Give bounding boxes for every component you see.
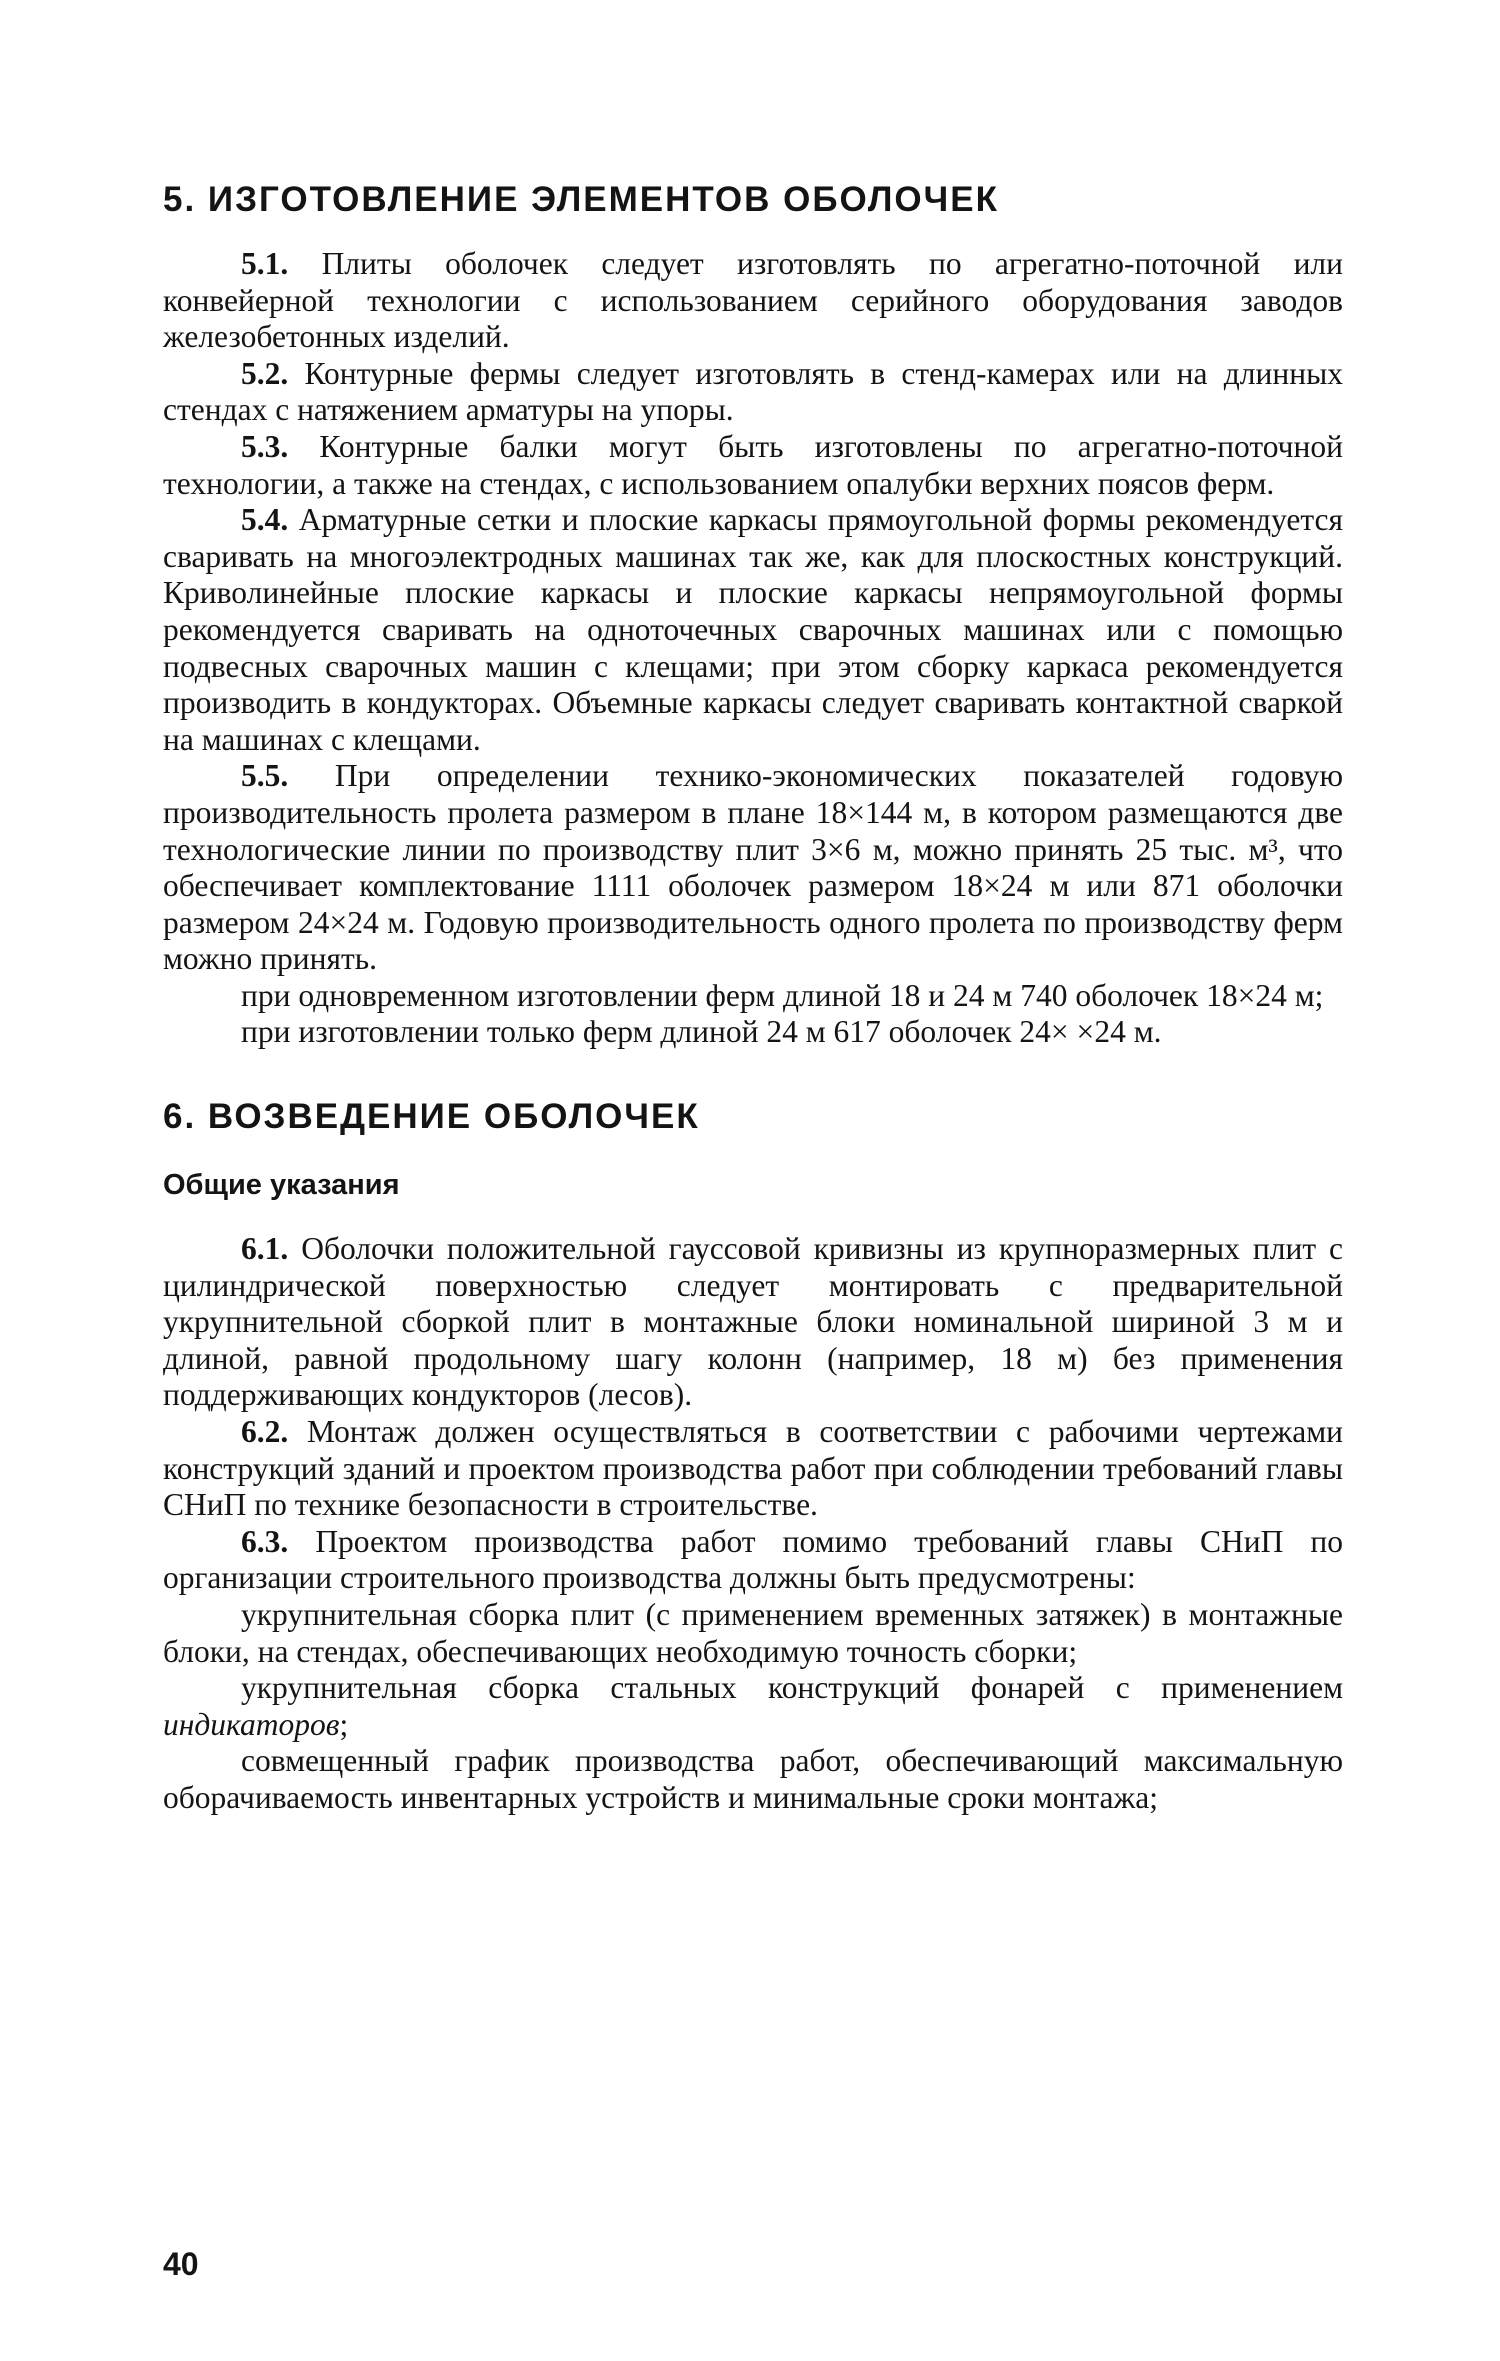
list-item: при одновременном изготовлении ферм длиной 18 и 24 м 740 оболочек 18×24 м;	[241, 977, 1324, 1013]
paragraph-number: 5.2.	[241, 355, 289, 391]
paragraph-number: 5.3.	[241, 428, 289, 464]
paragraph-text: Монтаж должен осуществляться в соответствии с рабочими чертежами конструкций зданий и проектом производства работ при соблюдении требований главы СНиП по технике безопасности в строительстве.	[163, 1414, 1344, 1523]
paragraph-text: Оболочки положительной гауссовой кривизны из крупноразмерных плит с цилиндрической поверхностью следует монтировать с предварительной укрупнительной сборкой плит в монтажные блоки номинальной шириной 3 м и длиной, равной продольному шагу колонн (например, 18 м) без применения поддерживающих кондукторов (лесов).	[163, 1231, 1344, 1413]
paragraph-text: Проектом производства работ помимо требований главы СНиП по организации строительного производства должны быть предусмотрены:	[163, 1523, 1344, 1596]
section-5-title: 5. ИЗГОТОВЛЕНИЕ ЭЛЕМЕНТОВ ОБОЛОЧЕК	[163, 180, 999, 219]
paragraph-number: 6.2.	[241, 1414, 289, 1450]
paragraph-6-3	[163, 1524, 1343, 1597]
paragraph-number: 5.4.	[241, 502, 289, 538]
paragraph-number: 6.3.	[241, 1523, 289, 1559]
list-item: совмещенный график производства работ, обеспечивающий максимальную оборачиваемость инвентарных устройств и минимальные сроки монтажа;	[163, 1743, 1343, 1815]
paragraph-text: Арматурные сетки и плоские каркасы прямоугольной формы рекомендуется сваривать на многоэлектродных машинах так же, как для плоскостных конструкций. Криволинейные плоские каркасы и плоские каркасы непрямоугольной формы рекомендуется сваривать на одноточечных сварочных машинах или с помощью подвесных сварочных машин с клещами; при этом сборку каркаса рекомендуется производить в кондукторах. Объемные каркасы следует сваривать контактной сваркой на машинах с клещами.	[163, 502, 1344, 757]
paragraph-5-2	[163, 356, 1343, 429]
list-item: укрупнительная сборка плит (с применением временных затяжек) в монтажные блоки, на стендах, обеспечивающих необходимую точность сборки;	[163, 1597, 1343, 1669]
subsection-title: Общие указания	[163, 1169, 400, 1202]
paragraph-number: 5.5.	[241, 758, 289, 794]
paragraph-5-4	[163, 502, 1343, 758]
paragraph-text: Плиты оболочек следует изготовлять по агрегатно-поточной или конвейерной технологии с использованием серийного оборудования заводов железобетонных изделий.	[163, 246, 1343, 355]
paragraph-5-1	[163, 246, 1343, 356]
paragraph-number: 5.1.	[241, 246, 289, 281]
list-item	[163, 1670, 1343, 1743]
paragraph-text: Контурные балки могут быть изготовлены по агрегатно-поточной технологии, а также на стендах, с использованием опалубки верхних поясов ферм.	[163, 428, 1343, 501]
page-number: 40	[163, 2246, 199, 2282]
paragraph-5-3	[163, 429, 1343, 502]
document-page	[163, 180, 1343, 1817]
paragraph-6-2	[163, 1414, 1343, 1524]
paragraph-text: При определении технико-экономических показателей годовую производительность пролета размером в плане 18×144 м, в котором размещаются две технологические линии по производству плит 3×6 м, можно принять 25 тыс. м³, что обеспечивает комплектование 1111 оболочек размером 18×24 м или 871 оболочки размером 24×24 м. Годовую производительность одного пролета по производству ферм можно принять.	[163, 758, 1343, 977]
paragraph-text: Контурные фермы следует изготовлять в стенд-камерах или на длинных стендах с натяжением арматуры на упоры.	[163, 355, 1343, 428]
paragraph-6-1	[163, 1231, 1343, 1414]
section-6-title: 6. ВОЗВЕДЕНИЕ ОБОЛОЧЕК	[163, 1097, 700, 1137]
list-item-italic-text: индикаторов	[163, 1706, 340, 1742]
list-item-text: укрупнительная сборка стальных конструкций фонарей с применением	[241, 1670, 1343, 1706]
paragraph-number: 6.1.	[241, 1231, 289, 1267]
list-item: при изготовлении только ферм длиной 24 м 617 оболочек 24× ×24 м.	[241, 1014, 1162, 1050]
list-item-text-end: ;	[339, 1706, 349, 1742]
paragraph-5-5	[163, 758, 1343, 978]
